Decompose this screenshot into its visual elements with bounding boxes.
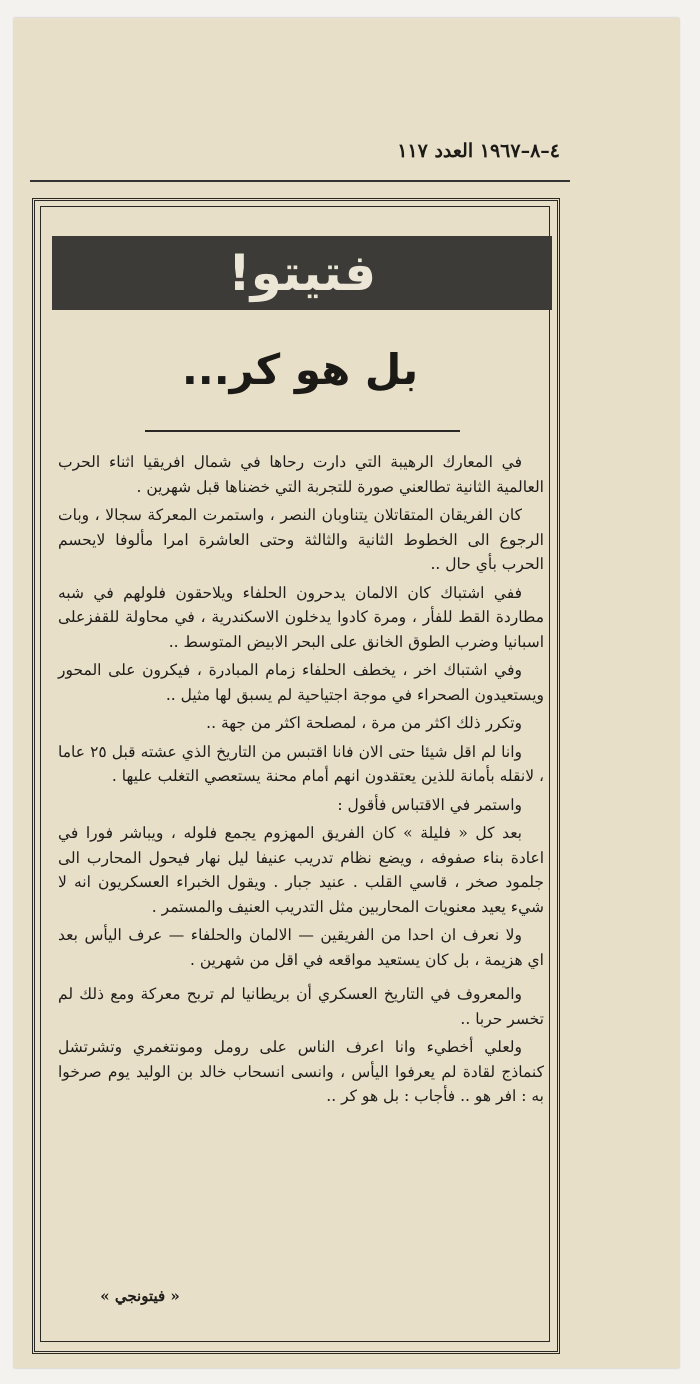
header-divider <box>30 180 570 182</box>
article-body <box>58 450 544 1113</box>
paragraph: والمعروف في التاريخ العسكري أن بريطانيا لم تربح معركة ومع ذلك لم تخسر حربا .. <box>58 985 544 1028</box>
column-banner: فتيتو! <box>52 236 552 310</box>
paragraph: واستمر في الاقتباس فأقول : <box>337 795 522 814</box>
paragraph: كان الفريقان المتقاتلان يتناوبان النصر ، واستمرت المعركة سجالا ، وبات الرجوع الى الخطوط الثانية والثالثة وحتى العاشرة امرا مألوفا لايحسم الحرب بأي حال .. <box>58 506 544 573</box>
paragraph: وانا لم اقل شيئا حتى الان فانا اقتبس من التاريخ الذي عشته قبل ٢٥ عاما ، لانقله بأمانة للذين يعتقدون انهم أمام محنة يستعصي التغلب عليها . <box>58 742 544 785</box>
issue-date-header: ٤–٨–١٩٦٧ العدد ١١٧ <box>397 140 560 162</box>
paragraph: ولعلي أخطيء وانا اعرف الناس على رومل ومونتغمري وتشرتشل كنماذج لقادة لم يعرفوا اليأس ، وانسى انسحاب خالد بن الوليد يوم صرخوا به : افر هو .. فأجاب : بل هو كر .. <box>58 1038 544 1105</box>
paragraph: ولا نعرف ان احدا من الفريقين — الالمان والحلفاء — عرف اليأس بعد اي هزيمة ، بل كان يستعيد مواقعه في اقل من شهرين . <box>58 926 544 969</box>
paragraph: وتكرر ذلك اكثر من مرة ، لمصلحة اكثر من جهة .. <box>206 714 522 732</box>
paragraph: ففي اشتباك كان الالمان يدحرون الحلفاء ويلاحقون فلولهم في شبه مطاردة القط للفأر ، ومرة كادوا يدخلون الاسكندرية ، في محاولة للقفزعلى اسبانيا وضرب الطوق الخانق على البحر الابيض المتوسط .. <box>58 583 544 651</box>
paragraph: وفي اشتباك اخر ، يخطف الحلفاء زمام المبادرة ، فيكرون على المحور ويستعيدون الصحراء في موجة اجتياحية لم يسبق لها مثيل .. <box>58 661 544 704</box>
paragraph: بعد كل « فليلة » كان الفريق المهزوم يجمع فلوله ، ويباشر فورا في اعادة بناء صفوفه ، ويضع نظام تدريب عنيفا ليل نهار فيحول المحارب الى جلمود صخر ، قاسي القلب . عنيد جبار . ويقول الخبراء العسكريون انه لا شيء يعيد معنويات المحاربين مثل التدريب العنيف والمستمر . <box>58 824 544 916</box>
title-divider <box>145 430 460 432</box>
article-title: بل هو كر... <box>181 345 419 394</box>
paragraph: في المعارك الرهيبة التي دارت رحاها في شمال افريقيا اثناء الحرب العالمية الثانية تطالعني صورة للتجربة التي خضناها قبل شهرين . <box>58 453 544 496</box>
author-signature: « فيتونجي » <box>100 1287 180 1305</box>
